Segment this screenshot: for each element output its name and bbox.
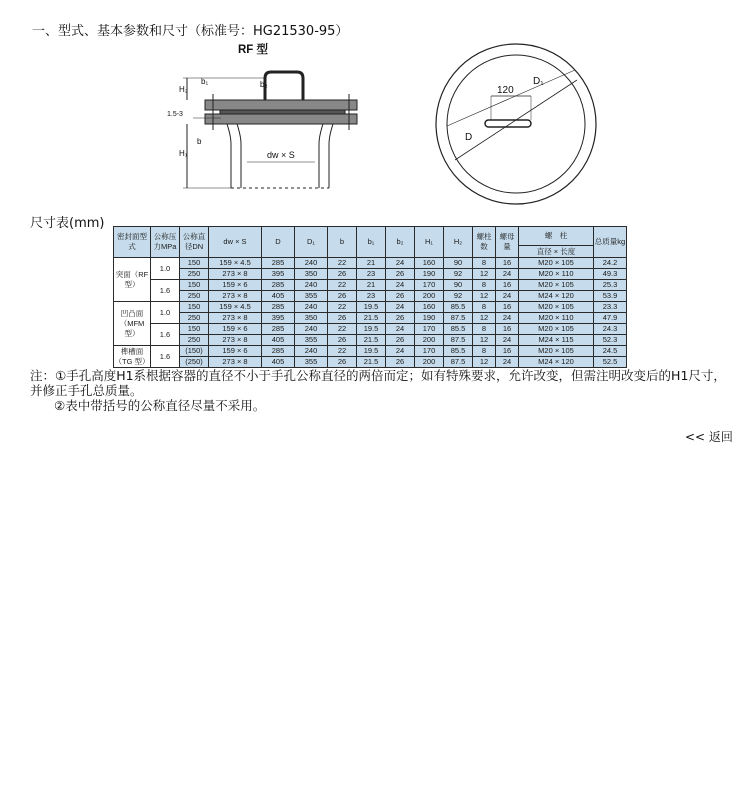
table-cell: 405 [262,291,295,302]
header-h2: H₂ [444,227,473,258]
table-cell: 23 [357,269,386,280]
seal-type-cell: 突面（RF 型） [114,258,151,302]
table-cell: 159 × 6 [209,280,262,291]
table-cell: 273 × 8 [209,269,262,280]
table-cell: 21.5 [357,313,386,324]
table-cell: 92 [444,269,473,280]
table-cell: 53.9 [594,291,627,302]
table-cell: 52.3 [594,335,627,346]
table-cell: 190 [415,269,444,280]
b1-label: b₁ [201,77,209,86]
header-stud: 螺 柱 [519,227,594,246]
table-cell: 405 [262,335,295,346]
table-cell: 26 [328,335,357,346]
table-cell: 355 [295,357,328,368]
table-cell: 24 [496,269,519,280]
table-cell: 85.5 [444,346,473,357]
table-cell: 21 [357,258,386,269]
header-mass: 总质量kg [594,227,627,258]
header-stud-count: 螺柱数 [473,227,496,258]
table-cell: 240 [295,258,328,269]
table-cell: 250 [180,269,209,280]
table-cell: 160 [415,302,444,313]
table-cell: 250 [180,313,209,324]
table-cell: 190 [415,313,444,324]
header-seal: 密封面型式 [114,227,151,258]
table-cell: 240 [295,346,328,357]
header-stud-sub: 直径 × 长度 [519,246,594,258]
d-label: D [465,132,473,143]
table-cell: 8 [473,324,496,335]
back-link[interactable]: << 返回 [685,430,733,444]
header-b2: b₂ [386,227,415,258]
table-cell: M20 × 110 [519,269,594,280]
header-b1: b₁ [357,227,386,258]
table-cell: M20 × 105 [519,346,594,357]
pressure-cell: 1.0 [151,258,180,280]
table-cell: 355 [295,335,328,346]
table-cell: 170 [415,346,444,357]
pressure-cell: 1.6 [151,346,180,368]
table-cell: 26 [328,291,357,302]
table-row [114,357,627,368]
table-cell: 170 [415,280,444,291]
table-cell: 8 [473,258,496,269]
pressure-cell: 1.6 [151,324,180,346]
table-cell: 12 [473,313,496,324]
table-cell: 395 [262,313,295,324]
table-cell: M20 × 105 [519,302,594,313]
table-cell: 24 [496,357,519,368]
table-cell: 24 [386,302,415,313]
table-cell: M20 × 110 [519,313,594,324]
table-cell: 24.3 [594,324,627,335]
dim-120-label: 120 [497,85,514,96]
table-cell: 87.5 [444,335,473,346]
header-d: D [262,227,295,258]
header-b: b [328,227,357,258]
table-cell: M24 × 120 [519,291,594,302]
table-cell: 87.5 [444,357,473,368]
table-cell: 19.5 [357,324,386,335]
table-cell: 159 × 6 [209,324,262,335]
pressure-cell: 1.6 [151,280,180,302]
notes [30,368,730,413]
header-nut-count: 螺母量 [496,227,519,258]
table-cell: 90 [444,258,473,269]
table-cell: 24 [386,346,415,357]
table-cell: 19.5 [357,346,386,357]
table-cell: M20 × 105 [519,280,594,291]
table-cell: M24 × 120 [519,357,594,368]
h1-label: H₁ [179,149,188,158]
table-row [114,269,627,280]
table-caption: 尺寸表(mm) [30,216,105,231]
table-cell: (150) [180,346,209,357]
table-cell: 21.5 [357,335,386,346]
table-cell: 85.5 [444,324,473,335]
figure-subtitle: RF 型 [238,44,269,56]
table-cell: 200 [415,335,444,346]
table-cell: 26 [386,357,415,368]
d1-label: D₁ [533,76,544,87]
table-cell: 24.2 [594,258,627,269]
table-cell: 22 [328,324,357,335]
table-cell: 16 [496,346,519,357]
table-cell: 355 [295,291,328,302]
table-cell: 250 [180,335,209,346]
table-cell: 26 [386,291,415,302]
header-dws: dw × S [209,227,262,258]
table-cell: 8 [473,302,496,313]
table-cell: 405 [262,357,295,368]
table-cell: 12 [473,291,496,302]
table-cell: 26 [328,313,357,324]
table-cell: 21 [357,280,386,291]
table-cell: 24 [496,291,519,302]
table-cell: 150 [180,280,209,291]
table-cell: 159 × 4.5 [209,302,262,313]
table-cell: 200 [415,357,444,368]
table-cell: 150 [180,302,209,313]
table-cell: 23.3 [594,302,627,313]
table-cell: 170 [415,324,444,335]
table-cell: 22 [328,280,357,291]
table-cell: 240 [295,280,328,291]
table-cell: 24 [386,258,415,269]
table-row [114,313,627,324]
table-cell: 159 × 6 [209,346,262,357]
table-cell: 90 [444,280,473,291]
table-cell: 273 × 8 [209,291,262,302]
table-cell: 150 [180,258,209,269]
table-cell: 19.5 [357,302,386,313]
dw-label: dw × S [267,150,295,160]
table-cell: 8 [473,280,496,291]
table-cell: 12 [473,335,496,346]
table-cell: 47.9 [594,313,627,324]
table-cell: 273 × 8 [209,313,262,324]
table-cell: 26 [386,269,415,280]
table-cell: 273 × 8 [209,357,262,368]
table-cell: 16 [496,280,519,291]
table-cell: 26 [386,313,415,324]
table-cell: 160 [415,258,444,269]
table-cell: 16 [496,302,519,313]
table-row [114,258,627,269]
table-row [114,291,627,302]
table-cell: 49.3 [594,269,627,280]
table-row [114,302,627,313]
note-2: ②表中带括号的公称直径尽量不采用。 [54,398,266,413]
table-cell: 16 [496,324,519,335]
table-cell: 25.3 [594,280,627,291]
table-row [114,335,627,346]
table-cell: 285 [262,302,295,313]
table-cell: 16 [496,258,519,269]
table-row [114,346,627,357]
table-cell: (250) [180,357,209,368]
table-cell: 26 [386,335,415,346]
pressure-cell: 1.0 [151,302,180,324]
table-cell: 12 [473,357,496,368]
header-dn: 公称直径DN [180,227,209,258]
header-d1: D₁ [295,227,328,258]
table-cell: 22 [328,258,357,269]
table-cell: 350 [295,313,328,324]
table-cell: 24 [386,280,415,291]
table-cell: 240 [295,302,328,313]
dimension-table [113,226,627,368]
table-cell: 92 [444,291,473,302]
table-row [114,280,627,291]
table-row [114,324,627,335]
gap-label: 1.5-3 [167,111,183,118]
table-cell: 22 [328,302,357,313]
table-cell: 22 [328,346,357,357]
table-cell: 24 [386,324,415,335]
table-cell: 350 [295,269,328,280]
b2-label: b₂ [260,80,268,89]
table-cell: 21.5 [357,357,386,368]
header-pressure: 公称压力MPa [151,227,180,258]
table-cell: 285 [262,324,295,335]
table-cell: 285 [262,346,295,357]
table-cell: 285 [262,258,295,269]
handhole-top-view-drawing [425,40,607,208]
table-cell: 200 [415,291,444,302]
table-cell: 87.5 [444,313,473,324]
table-cell: 250 [180,291,209,302]
table-cell: 159 × 4.5 [209,258,262,269]
handhole-section-drawing [165,60,380,195]
table-cell: 23 [357,291,386,302]
seal-type-cell: 榫槽面（TG 型） [114,346,150,366]
table-cell: M20 × 105 [519,258,594,269]
b-label: b [197,137,202,146]
table-cell: 24 [496,335,519,346]
section-heading: 一、型式、基本参数和尺寸（标准号：HG21530-95） [32,24,349,39]
table-cell: 285 [262,280,295,291]
table-cell: 26 [328,269,357,280]
table-cell: 150 [180,324,209,335]
table-cell: 52.5 [594,357,627,368]
table-cell: 24.5 [594,346,627,357]
table-cell: 85.5 [444,302,473,313]
table-cell: M20 × 105 [519,324,594,335]
table-cell: 8 [473,346,496,357]
table-cell: M24 × 115 [519,335,594,346]
table-cell: 240 [295,324,328,335]
h2-label: H₂ [179,85,188,94]
note-1: 注：①手孔高度H1系根据容器的直径不小于手孔公称直径的两倍而定；如有特殊要求，允许改变，但需注明改变后的H1尺寸，并修正手孔总质量。 [30,368,726,398]
table-cell: 12 [473,269,496,280]
header-h1: H₁ [415,227,444,258]
table-cell: 24 [496,313,519,324]
seal-type-cell: 凹凸面（MFM 型） [114,302,151,346]
table-cell: 395 [262,269,295,280]
table-cell: 273 × 8 [209,335,262,346]
table-cell: 26 [328,357,357,368]
